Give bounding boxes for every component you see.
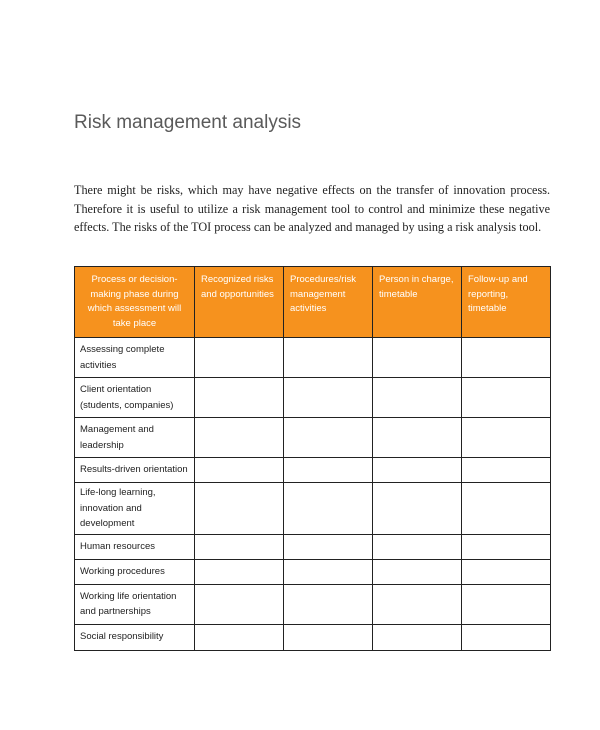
table-cell[interactable]: [462, 338, 551, 378]
table-cell[interactable]: [462, 624, 551, 650]
table-cell[interactable]: [462, 534, 551, 559]
table-cell[interactable]: [462, 483, 551, 535]
page-title: Risk management analysis: [74, 112, 302, 133]
table-row: [75, 534, 551, 559]
table-cell[interactable]: [284, 534, 373, 559]
table-row: [75, 584, 551, 624]
table-cell[interactable]: [373, 584, 462, 624]
table-row: [75, 624, 551, 650]
table-cell[interactable]: [373, 418, 462, 458]
row-label: Assessing complete activities: [75, 338, 195, 378]
table-cell[interactable]: [462, 418, 551, 458]
table-cell[interactable]: [284, 458, 373, 483]
table-cell[interactable]: [195, 418, 284, 458]
table-cell[interactable]: [284, 483, 373, 535]
table-cell[interactable]: [195, 559, 284, 584]
risk-analysis-table: [74, 266, 551, 651]
table-row: [75, 458, 551, 483]
table-cell[interactable]: [284, 418, 373, 458]
table-cell[interactable]: [284, 584, 373, 624]
header-process-phase: Process or decision-making phase during which assessment will take place: [75, 267, 195, 338]
table-row: [75, 559, 551, 584]
table-cell[interactable]: [462, 559, 551, 584]
table-cell[interactable]: [195, 534, 284, 559]
table-cell[interactable]: [195, 624, 284, 650]
table-row: [75, 338, 551, 378]
table-cell[interactable]: [195, 584, 284, 624]
table-row: [75, 483, 551, 535]
table-cell[interactable]: [195, 483, 284, 535]
header-procedures: Procedures/risk management activities: [284, 267, 373, 338]
table-cell[interactable]: [373, 458, 462, 483]
row-label: Management and leadership: [75, 418, 195, 458]
row-label: Working life orientation and partnerships: [75, 584, 195, 624]
table-row: [75, 378, 551, 418]
intro-line: Therefore it is useful to utilize a risk management tool to control and minimize these negative: [74, 201, 550, 216]
intro-line: There might be risks, which may have negative effects on the transfer of innovation process.: [74, 183, 550, 197]
table-cell[interactable]: [373, 559, 462, 584]
row-label: Client orientation (students, companies): [75, 378, 195, 418]
table-cell[interactable]: [373, 624, 462, 650]
table-row: [75, 418, 551, 458]
header-person-in-charge: Person in charge, timetable: [373, 267, 462, 338]
table-cell[interactable]: [284, 378, 373, 418]
table-cell[interactable]: [195, 378, 284, 418]
row-label: Working procedures: [75, 559, 195, 584]
table-cell[interactable]: [373, 534, 462, 559]
header-risks-opportunities: Recognized risks and opportunities: [195, 267, 284, 338]
table-cell[interactable]: [284, 559, 373, 584]
table-header-row: [75, 267, 551, 338]
row-label: Results-driven orientation: [75, 458, 195, 483]
table-cell[interactable]: [462, 584, 551, 624]
table-cell[interactable]: [462, 378, 551, 418]
row-label: Life-long learning, innovation and development: [75, 483, 195, 535]
row-label: Human resources: [75, 534, 195, 559]
table-cell[interactable]: [195, 338, 284, 378]
table-cell[interactable]: [373, 378, 462, 418]
header-follow-up: Follow-up and reporting, timetable: [462, 267, 551, 338]
table-cell[interactable]: [462, 458, 551, 483]
table-cell[interactable]: [284, 338, 373, 378]
intro-line: effects. The risks of the TOI process can be analyzed and managed by using a risk analysis tool.: [74, 220, 542, 234]
table-cell[interactable]: [373, 483, 462, 535]
table-cell[interactable]: [284, 624, 373, 650]
intro-paragraph: [74, 181, 550, 237]
row-label: Social responsibility: [75, 624, 195, 650]
table-cell[interactable]: [195, 458, 284, 483]
table-cell[interactable]: [373, 338, 462, 378]
